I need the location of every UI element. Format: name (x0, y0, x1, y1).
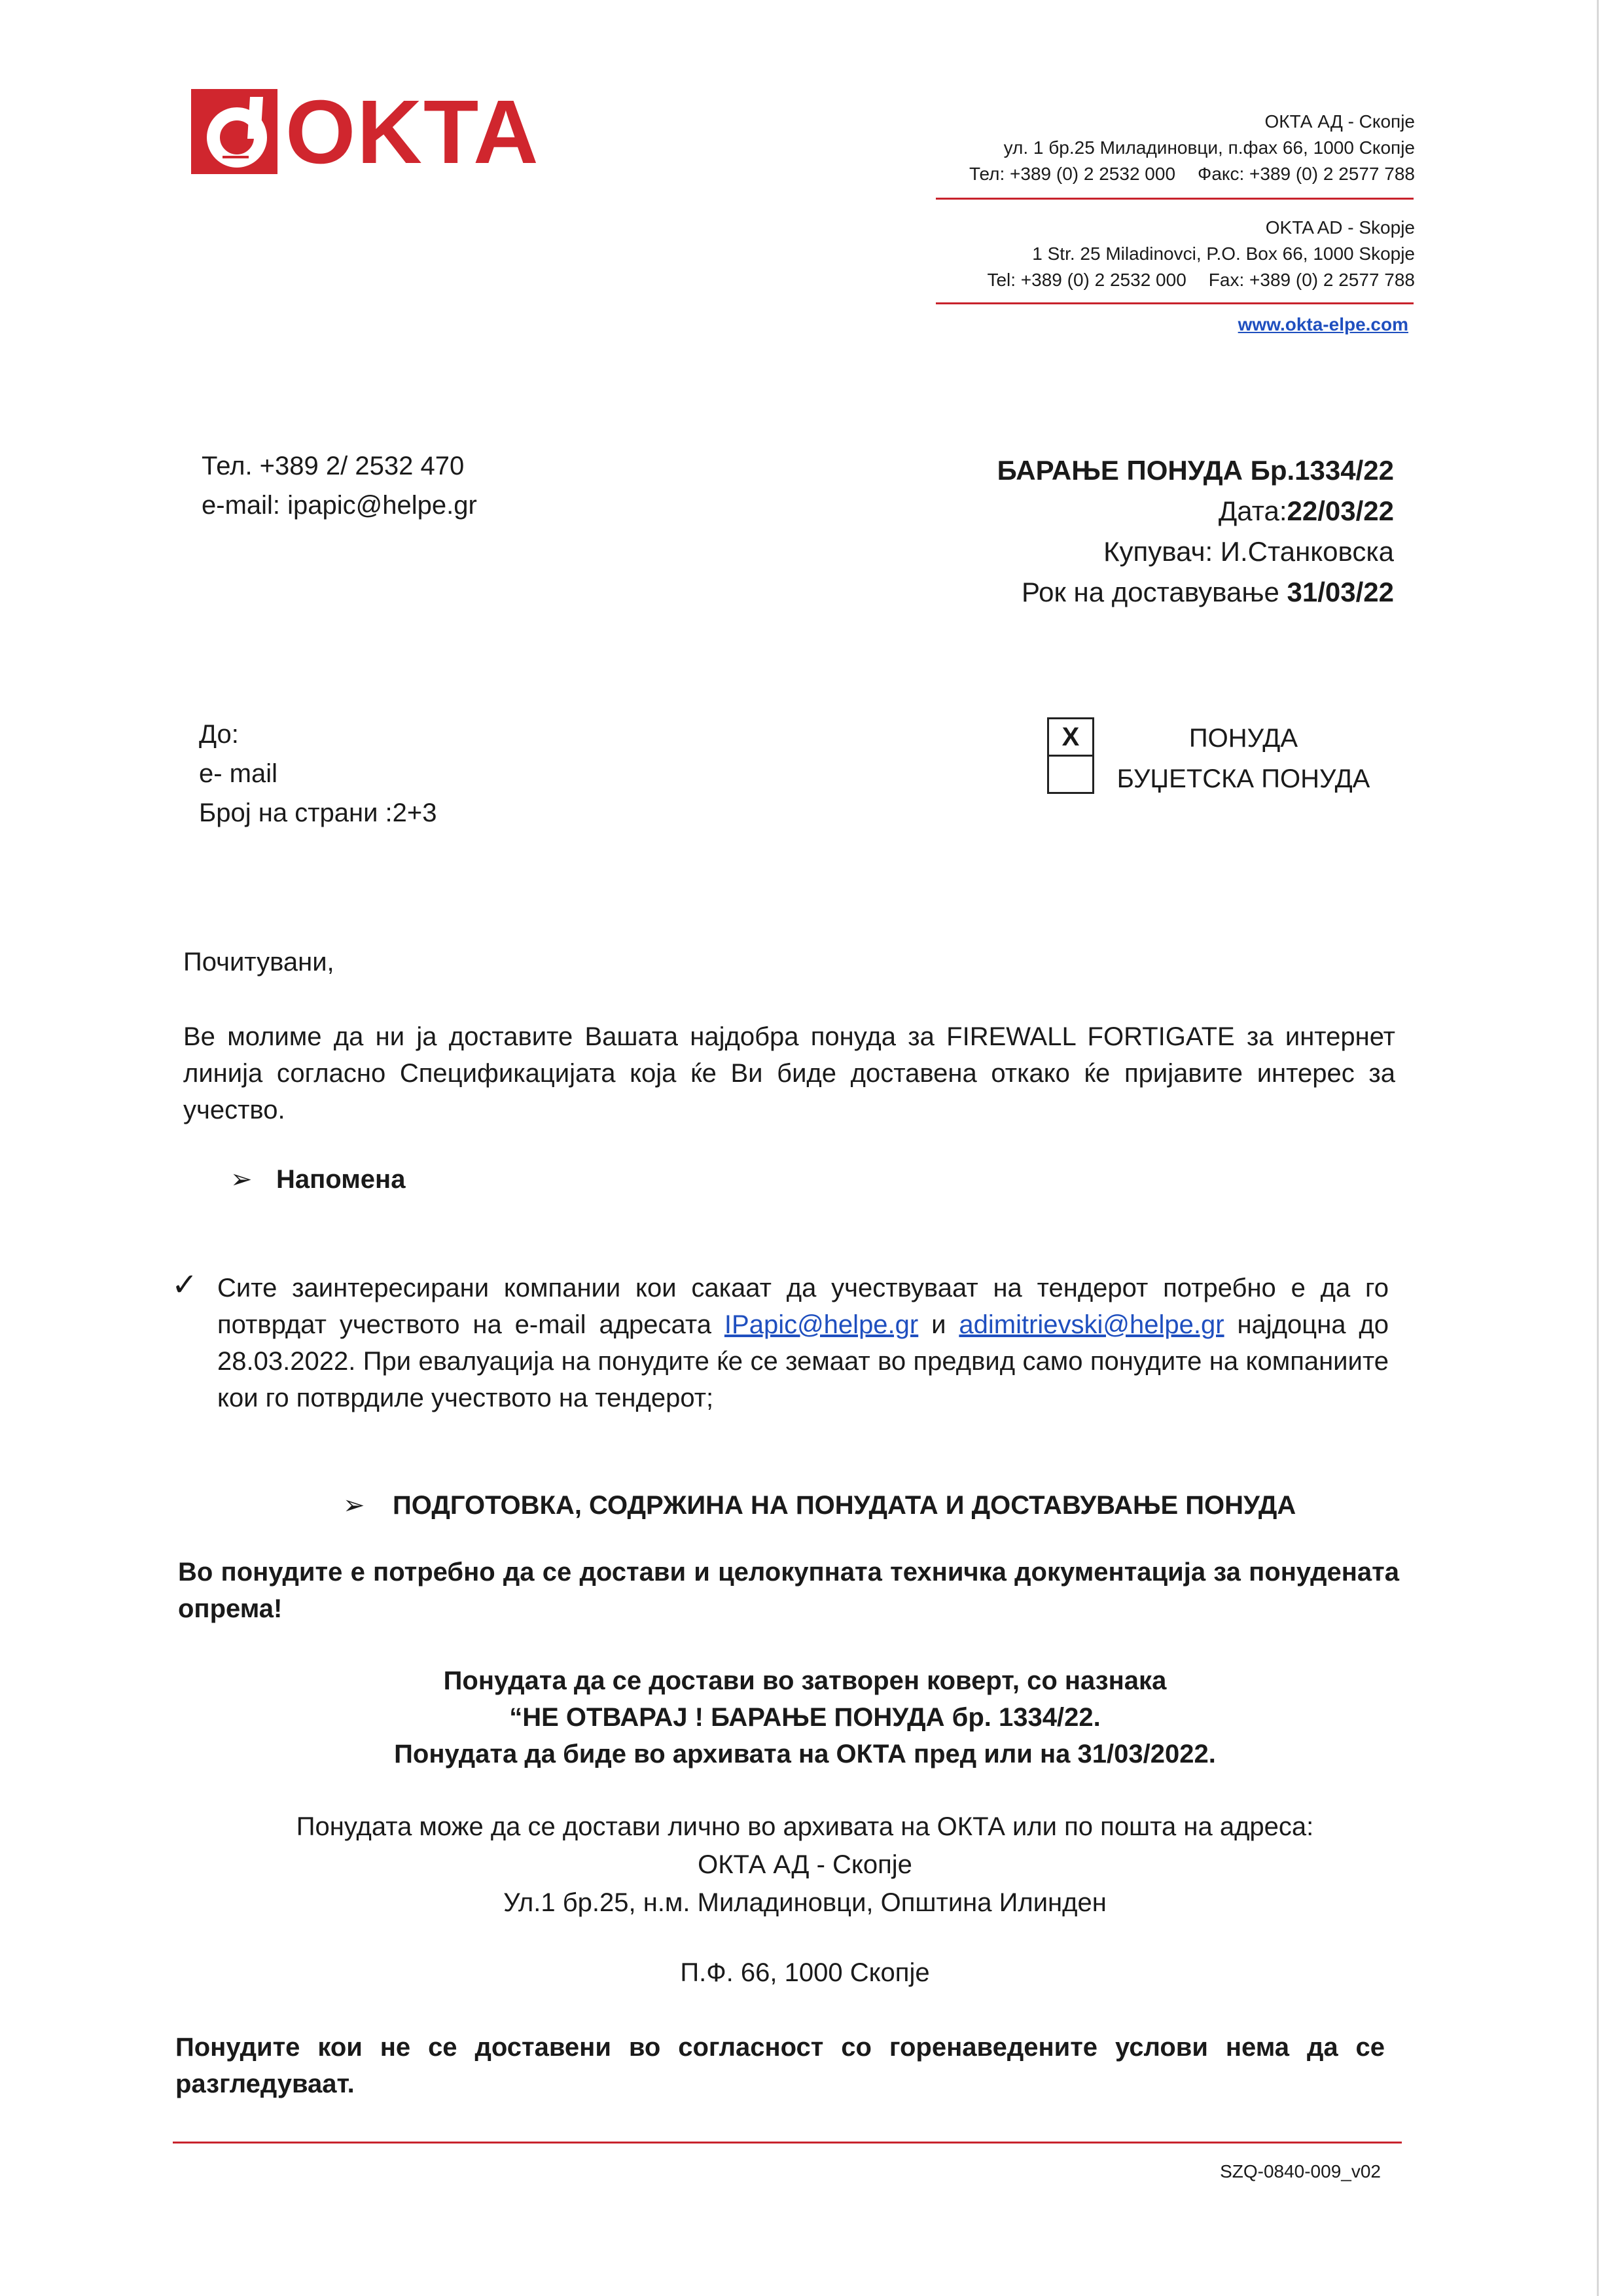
recipient-to: До: (199, 720, 239, 749)
date-value: 22/03/22 (1287, 495, 1394, 526)
logo-wordmark: OKTA (285, 82, 540, 183)
note-text-2: најдоцна до 28.03.2022. При евалуација на понудите ќе се земаат во предвид само понудите на компаниите кои го потврдиле учеството на тендерот; (217, 1310, 1389, 1412)
company-tel-mk: Тел: +389 (0) 2 2532 000 (969, 164, 1176, 184)
arrow-bullet-icon: ➢ (230, 1165, 253, 1194)
company-contact-en (851, 267, 1415, 293)
email-link-adimitrievski[interactable]: adimitrievski@helpe.gr (959, 1310, 1224, 1339)
envelope-block (196, 1662, 1414, 1772)
documentation-note: Во понудите е потребно да се достави и целокупната техничка документација за понудената опрема! (178, 1558, 1399, 1623)
contact-email: e-mail: ipapic@helpe.gr (202, 491, 477, 520)
delivery-line-3: Ул.1 бр.25, н.м. Миладиновци, Општина Илинден (503, 1888, 1107, 1917)
company-name-mk: ОКТА АД - Скопје (1264, 111, 1415, 132)
website-link[interactable]: www.okta-elpe.com (1238, 314, 1408, 334)
greeting: Почитувани, (183, 948, 334, 977)
budget-offer-checkbox[interactable] (1047, 755, 1094, 794)
note-heading-row (230, 1160, 819, 1199)
checkmark-icon: ✓ (171, 1268, 198, 1302)
contact-phone: Тел. +389 2/ 2532 470 (202, 452, 465, 480)
header-rule-1 (936, 198, 1414, 200)
email-link-ipapic[interactable]: IPapic@helpe.gr (724, 1310, 919, 1339)
closing-paragraph: Понудите кои не се доставени во согласност со горенаведените услови нема да се разгледуваат. (175, 2033, 1385, 2098)
note-paragraph (217, 1270, 1389, 1416)
website-row (1047, 312, 1408, 338)
delivery-block (196, 1808, 1414, 1922)
recipient-block (199, 715, 722, 833)
intro-paragraph: Ве молиме да ни ја доставите Вашата најдобра понуда за FIREWALL FORTIGATE за интернет линија согласно Спецификацијата која ќе Ви биде доставена откако ќе пријавите интерес за учество. (183, 1022, 1395, 1124)
note-heading: Напомена (276, 1165, 406, 1194)
recipient-email: е- mail (199, 759, 278, 788)
request-title: БАРАЊЕ ПОНУДА Бр.1334/22 (997, 455, 1394, 486)
footer-rule (173, 2142, 1402, 2144)
company-name-en: OKTA AD - Skopje (1265, 217, 1415, 238)
section-heading: ПОДГОТОВКА, СОДРЖИНА НА ПОНУДАТА И ДОСТАВУВАЊЕ ПОНУДА (393, 1491, 1296, 1520)
recipient-pages: Број на страни :2+3 (199, 798, 437, 827)
company-logo (190, 82, 540, 183)
deadline-label: Рок на доставување (1021, 577, 1287, 607)
date-label: Дата: (1218, 495, 1287, 526)
company-header-mk (851, 109, 1415, 187)
envelope-line-1: Понудата да се достави во затворен коверт, со назнака (443, 1666, 1167, 1695)
company-tel-en: Tel: +389 (0) 2 2532 000 (987, 270, 1186, 290)
header-rule-2 (936, 302, 1414, 304)
request-date (851, 491, 1394, 531)
document-code: SZQ-0840-009_v02 (1220, 2161, 1381, 2181)
request-deadline (851, 572, 1394, 613)
arrow-bullet-icon: ➢ (343, 1491, 365, 1520)
offer-checkbox[interactable]: X (1047, 717, 1094, 757)
budget-offer-label: БУЏЕТСКА ПОНУДА (1116, 764, 1370, 793)
envelope-line-3: Понудата да биде во архивата на ОКТА пред или на 31/03/2022. (394, 1740, 1216, 1768)
delivery-line-2: ОКТА АД - Скопје (698, 1850, 912, 1879)
section-heading-row (343, 1486, 1390, 1525)
delivery-line-1: Понудата може да се достави лично во архивата на ОКТА или по пошта на адреса: (296, 1812, 1314, 1841)
note-text-1: Сите заинтересирани компании кои сакаат да учествуваат на тендерот потребно е да го потврдат учеството на е-mail адресата (217, 1274, 1389, 1339)
scan-edge (1597, 0, 1599, 2296)
envelope-line-2: “НЕ ОТВАРАЈ ! БАРАЊЕ ПОНУДА бр. 1334/22. (509, 1703, 1101, 1732)
po-box: П.Ф. 66, 1000 Скопје (680, 1958, 930, 1987)
request-buyer: Купувач: И.Станковска (1103, 536, 1394, 567)
company-fax-en: Fax: +389 (0) 2 2577 788 (1208, 270, 1415, 290)
note-text-and: и (918, 1310, 959, 1339)
contact-block (202, 446, 725, 525)
request-block (851, 450, 1394, 613)
company-contact-mk (851, 161, 1415, 187)
company-fax-mk: Факс: +389 (0) 2 2577 788 (1198, 164, 1415, 184)
company-address-en: 1 Str. 25 Miladinovci, P.O. Box 66, 1000 Skopje (1032, 243, 1415, 264)
offer-label: ПОНУДА (1188, 724, 1298, 753)
company-header-en (851, 215, 1415, 293)
deadline-value: 31/03/22 (1287, 577, 1394, 607)
company-address-mk: ул. 1 бр.25 Миладиновци, п.фах 66, 1000 Скопје (1003, 137, 1415, 158)
